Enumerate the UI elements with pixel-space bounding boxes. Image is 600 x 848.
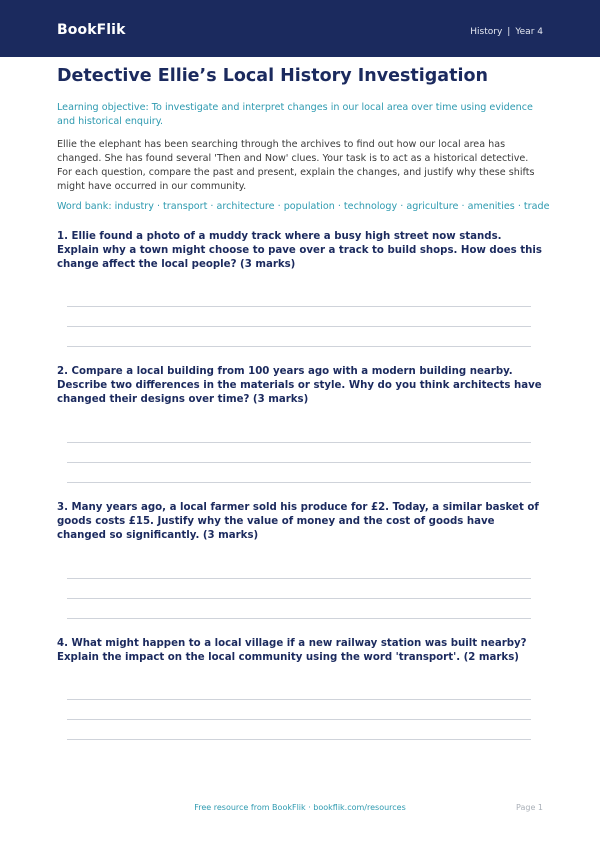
question-1: 1. Ellie found a photo of a muddy track where a busy high street now stands. Explain why a town might choose to pave over a track to build shops. How does this change affect the local people? (3 marks) <box>57 231 542 270</box>
answer-line[interactable] <box>67 719 531 720</box>
answer-line[interactable] <box>67 306 531 307</box>
answer-line[interactable] <box>67 462 531 463</box>
question-4: 4. What might happen to a local village if a new railway station was built nearby? Explain the impact on the local community using the word 'transport'. (2 marks) <box>57 638 527 663</box>
page-number: Page 1 <box>516 803 543 812</box>
year-label: Year 4 <box>515 27 543 37</box>
meta-separator: | <box>507 27 511 37</box>
question-2: 2. Compare a local building from 100 years ago with a modern building nearby. Describe two differences in the materials or style. Why do you think architects have changed their designs over time? (3 marks) <box>57 366 542 405</box>
answer-line[interactable] <box>67 326 531 327</box>
question-3: 3. Many years ago, a local farmer sold his produce for £2. Today, a similar basket of goods costs £15. Justify why the value of money and the cost of goods have changed so significantly. (3 marks) <box>57 502 539 541</box>
subject-label: History <box>470 27 503 37</box>
brand-logo[interactable]: BookFlik <box>57 22 126 38</box>
answer-line[interactable] <box>67 578 531 579</box>
answer-line[interactable] <box>67 442 531 443</box>
answer-line[interactable] <box>67 618 531 619</box>
answer-line[interactable] <box>67 739 531 740</box>
answer-line[interactable] <box>67 699 531 700</box>
answer-line[interactable] <box>67 482 531 483</box>
header-meta <box>470 27 543 37</box>
answer-line[interactable] <box>67 598 531 599</box>
intro-paragraph: Ellie the elephant has been searching through the archives to find out how our local area has changed. She has found several 'Then and Now' clues. Your task is to act as a historical detective. For each question, compare the past and present, explain the changes, and justify why these shifts might have occurred in our community. <box>57 139 535 192</box>
header-bar <box>0 0 600 57</box>
word-bank: Word bank: industry · transport · architecture · population · technology · agriculture · amenities · trade <box>57 201 550 212</box>
footer-text[interactable]: Free resource from BookFlik · bookflik.com/resources <box>194 803 406 812</box>
worksheet-title: Detective Ellie’s Local History Investigation <box>57 66 488 86</box>
answer-line[interactable] <box>67 346 531 347</box>
learning-objective: Learning objective: To investigate and interpret changes in our local area over time using evidence and historical enquiry. <box>57 102 533 127</box>
